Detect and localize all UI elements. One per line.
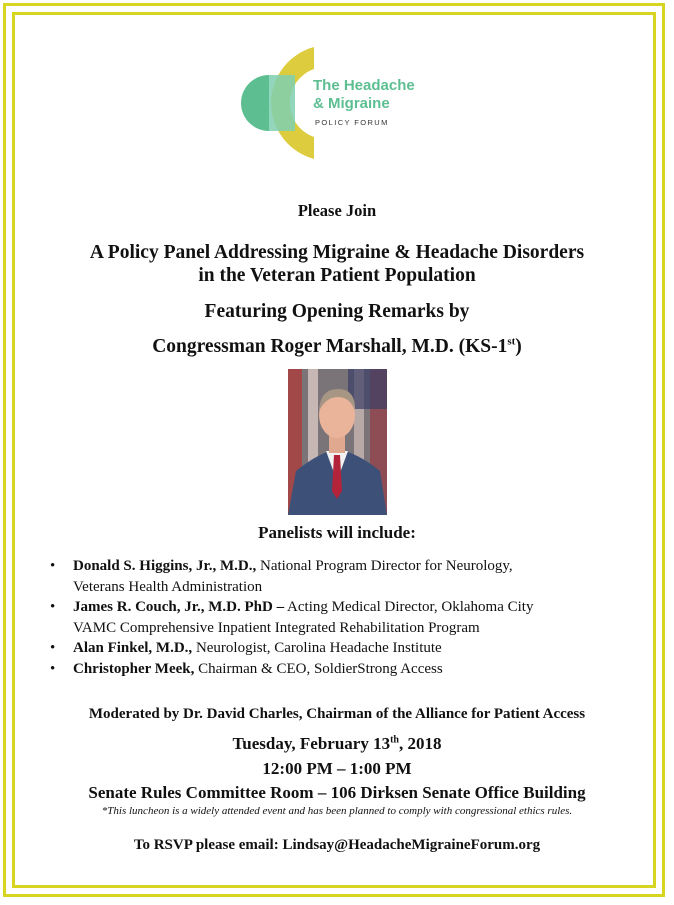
- logo-title-line2: & Migraine: [313, 95, 390, 112]
- event-time: 12:00 PM – 1:00 PM: [262, 759, 412, 778]
- congressman-name: Congressman Roger Marshall, M.D. (KS-1: [152, 336, 508, 357]
- please-join: Please Join: [297, 201, 377, 220]
- featuring-line: Featuring Opening Remarks by: [204, 301, 470, 322]
- list-item: [50, 659, 650, 680]
- event-date: [0, 734, 674, 754]
- bullet-icon: •: [50, 599, 56, 615]
- forum-logo: [239, 41, 449, 165]
- congressman-close: ): [515, 336, 522, 357]
- list-item: [50, 597, 650, 638]
- congressman-sup: st: [507, 335, 516, 348]
- list-item: [50, 556, 650, 597]
- date-sup: th: [390, 734, 399, 746]
- date-year: , 2018: [399, 734, 442, 753]
- bullet-icon: •: [50, 558, 56, 574]
- panelist-desc: Chairman & CEO, SoldierStrong Access: [194, 660, 443, 677]
- panelist-desc: Neurologist, Carolina Headache Institute: [192, 640, 442, 656]
- ethics-note: *This luncheon is a widely attended event and has been planned to comply with congressional ethics rules.: [101, 805, 573, 817]
- panelist-desc-cont: VAMC Comprehensive Inpatient Integrated Rehabilitation Program: [73, 619, 480, 636]
- panelist-name: Donald S. Higgins, Jr., M.D.,: [73, 558, 257, 574]
- bullet-icon: •: [50, 660, 56, 677]
- date-main: Tuesday, February 13: [232, 734, 391, 753]
- event-title-line2: in the Veteran Patient Population: [198, 265, 476, 286]
- panelist-desc: Acting Medical Director, Oklahoma City: [284, 599, 534, 615]
- moderator-line: Moderated by Dr. David Charles, Chairman of the Alliance for Patient Access: [88, 706, 586, 722]
- bullet-icon: •: [50, 640, 56, 656]
- panelist-desc: National Program Director for Neurology,: [256, 558, 513, 574]
- event-location: Senate Rules Committee Room – 106 Dirksen Senate Office Building: [88, 783, 586, 802]
- panelist-list: [50, 556, 650, 679]
- logo-title-line1: The Headache: [313, 77, 415, 94]
- rsvp-line: To RSVP please email: Lindsay@HeadacheMigraineForum.org: [133, 837, 541, 853]
- panelist-name: Christopher Meek,: [73, 660, 195, 677]
- panelist-name: James R. Couch, Jr., M.D. PhD –: [73, 599, 285, 615]
- congressman-line: [0, 336, 674, 358]
- logo-mark-icon: [239, 41, 319, 165]
- logo-subtitle: POLICY FORUM: [315, 118, 389, 127]
- panelists-heading: Panelists will include:: [258, 523, 416, 542]
- list-item: [50, 638, 650, 659]
- panelist-name: Alan Finkel, M.D.,: [73, 640, 193, 656]
- event-title-line1: A Policy Panel Addressing Migraine & Headache Disorders: [89, 242, 585, 263]
- panelist-desc-cont: Veterans Health Administration: [73, 578, 263, 595]
- congressman-photo: [288, 369, 387, 515]
